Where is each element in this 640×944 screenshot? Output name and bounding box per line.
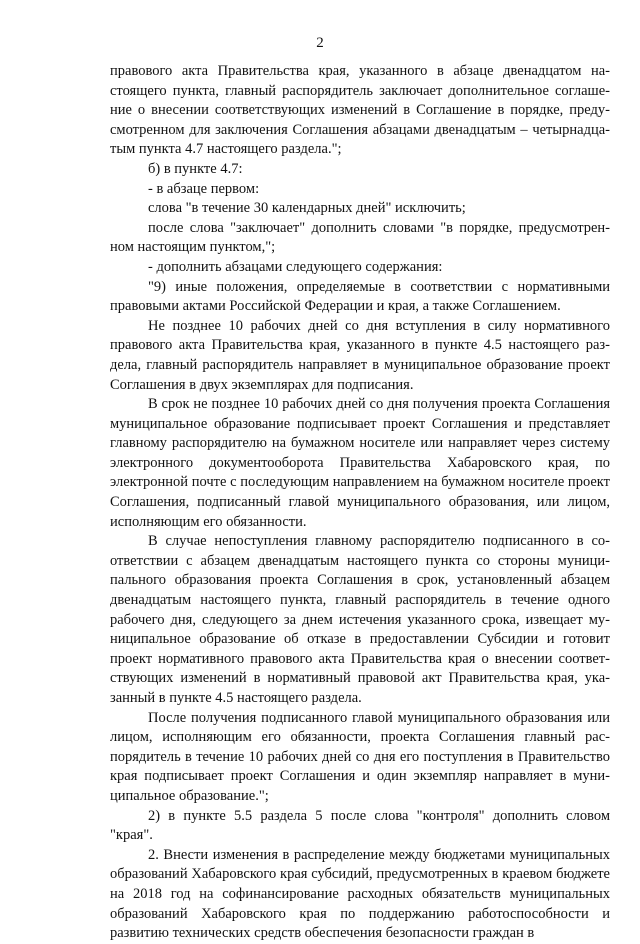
paragraph-add-abzacs: - дополнить абзацами следующего содержания: <box>148 258 443 275</box>
page-number: 2 <box>316 35 324 51</box>
paragraph-words-exclude: слова "в течение 30 календарных дней" исключить; <box>148 200 466 217</box>
paragraph-first-abzac: - в абзаце первом: <box>148 180 260 197</box>
paragraph-10-days-entry: Не позднее 10 рабочих дней со дня вступления в силу нормативного правового акта Правительства края, указанного в пункте 4.5 настоящего раздела, главный распорядитель направляет в муниципальное образование проект Соглашения в двух экземплярах для подписания. <box>110 317 610 393</box>
paragraph-after-signing: После получения подписанного главой муниципального образования или лицом, исполняющим его обязанности, проекта Соглашения главный распорядитель в течение 10 рабочих дней со дня его поступления в Правительство края подписывает проект Соглашения и один экземпляр направляет в муниципальное образование."; <box>110 709 610 804</box>
paragraph-item-b: б) в пункте 4.7: <box>148 160 243 177</box>
paragraph-non-receipt: В случае непоступления главному распорядителю подписанного в соответствии с абзацем двенадцатым настоящего пункта со стороны муниципального образования проекта Соглашения в срок, установленный абзацем двенадцатым настоящего пункта, главный распорядитель в течение одного рабочего дня, следующего за днем истечения указанного срока, извещает муниципальное образование об отказе в предоставлении Субсидии и готовит проект нормативного правового акта Правительства края о внесении соответствующих изменений в нормативный правовой акт Правительства края, указанный в пункте 4.5 настоящего раздела. <box>110 533 610 706</box>
paragraph-continuation: правового акта Правительства края, указанного в абзаце двенадцатом настоящего пункта, главный распорядитель заключает дополнительное соглашение о внесении соответствующих изменений в Соглашение в порядке, предусмотренном для заключения Соглашения абзацами двенадцатым – четырнадцатым пункта 4.7 настоящего раздела."; <box>110 63 610 158</box>
paragraph-after-word: после слова "заключает" дополнить словами "в порядке, предусмотренном настоящим пунктом,"; <box>110 219 610 256</box>
paragraph-item-9: "9) иные положения, определяемые в соответствии с нормативными правовыми актами Российской Федерации и края, а также Соглашением. <box>110 278 610 315</box>
paragraph-10-days-receipt: В срок не позднее 10 рабочих дней со дня получения проекта Соглашения муниципальное образование подписывает проект Соглашения и представляет главному распорядителю на бумажном носителе или направляет через систему электронного документооборота Правительства Хабаровского края, по электронной почте с последующим направлением на бумажном носителе проект Соглашения, подписанный главой муниципального образования, или лицом, исполняющим его обязанности. <box>110 396 610 530</box>
paragraph-item-5-5: 2) в пункте 5.5 раздела 5 после слова "контроля" дополнить словом "края". <box>110 807 610 844</box>
paragraph-section-2: 2. Внести изменения в распределение между бюджетами муниципальных образований Хабаровского края субсидий, предусмотренных в краевом бюджете на 2018 год на софинансирование расходных обязательств муниципальных образований Хабаровского края по поддержанию работоспособности и развитию технических средств обеспечения безопасности граждан в <box>110 846 610 942</box>
document-body <box>110 62 610 944</box>
